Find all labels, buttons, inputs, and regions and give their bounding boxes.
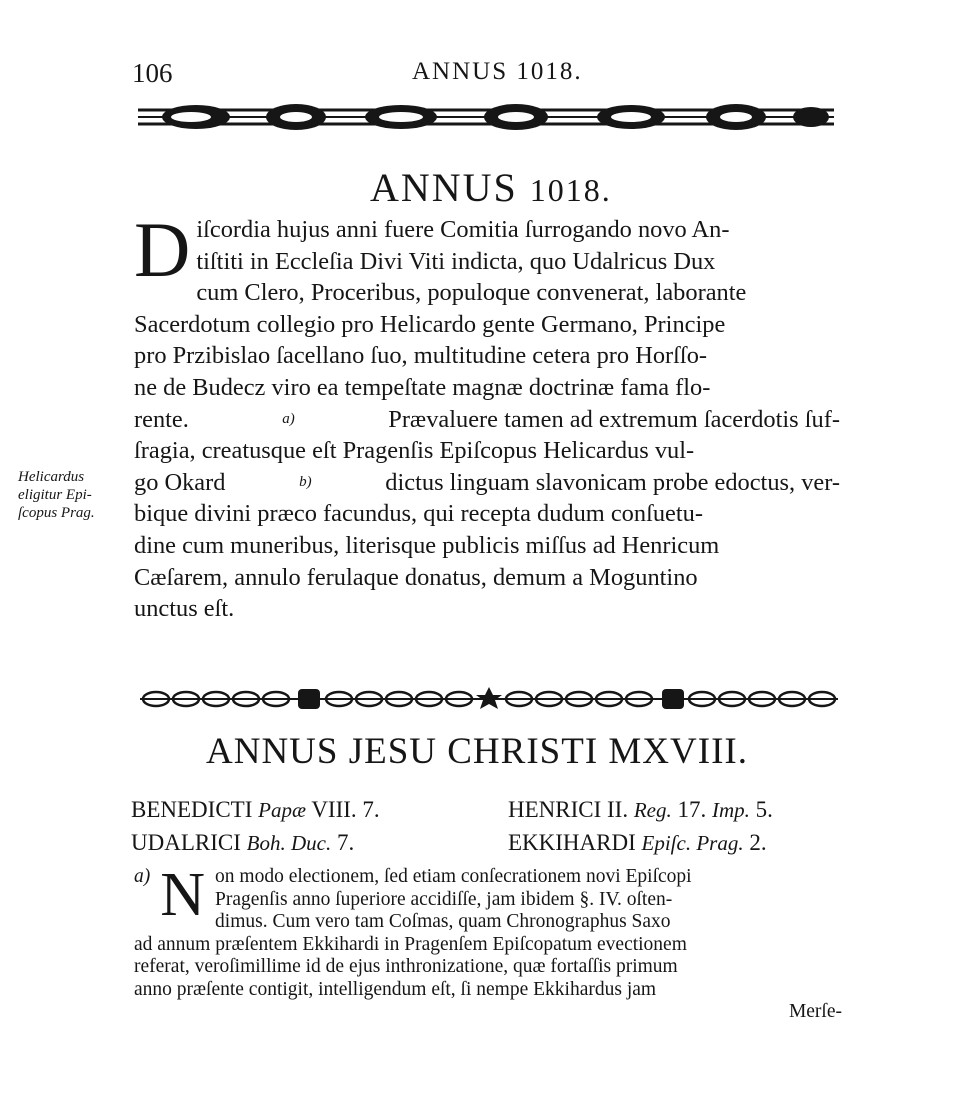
text-line: tiſtiti in Eccleſia Divi Viti indicta, quo Udalricus Dux	[196, 247, 716, 275]
text-segment: Prævaluere tamen ad extremum ſacerdotis ſuf-	[388, 405, 840, 433]
text-line: Cæſarem, annulo ferulaque donatus, demum a Moguntino	[134, 563, 698, 591]
year-heading: ANNUS JESU CHRISTI MXVIII.	[206, 731, 748, 772]
text-segment: dictus linguam slavonicam probe edoctus, ver-	[385, 468, 840, 496]
footnote-line: on modo electionem, ſed etiam conſecrationem novi Epiſcopi	[215, 866, 692, 887]
reign-numeral: 7.	[336, 830, 355, 855]
footnote-a	[134, 861, 842, 1024]
text-line: bique divini præco facundus, qui recepta dudum conſuetu-	[134, 500, 703, 528]
page-number: 106	[132, 58, 173, 88]
reign-title: Reg.	[633, 798, 672, 822]
reign-numeral: 17.	[677, 797, 707, 822]
text-line	[134, 467, 840, 499]
section-title	[370, 164, 612, 211]
reign-title: Imp.	[712, 798, 750, 822]
footnote-line: Pragenſis anno ſuperiore accidiſſe, jam ibidem §. IV. oſten-	[215, 888, 673, 910]
text-line: Sacerdotum collegio pro Helicardo gente Germano, Principe	[134, 310, 726, 338]
text-segment: rente.	[134, 405, 189, 433]
reign-title: Boh. Duc.	[246, 831, 332, 855]
reign-title: Epiſc. Prag.	[641, 831, 744, 855]
text-segment: go Okard	[134, 468, 226, 496]
reign-entry	[508, 795, 773, 825]
rope-ornament-top	[136, 96, 836, 138]
text-line: ſragia, creatusque eſt Pragenſis Epiſcopus Helicardus vul-	[134, 437, 695, 465]
marginal-note-line: ſcopus Prag.	[18, 505, 95, 521]
drop-cap: D	[134, 206, 191, 293]
section-title-word: ANNUS	[370, 165, 518, 210]
reign-numeral: 2.	[749, 830, 767, 855]
footnote-line: ad annum præſentem Ekkihardi in Pragenſem Epiſcopatum evectionem	[134, 933, 687, 955]
text-line: cum Clero, Proceribus, populoque convenerat, laborante	[196, 279, 747, 307]
text-line: unctus eſt.	[134, 595, 235, 623]
text-line: dine cum muneribus, literisque publicis miſſus ad Henricum	[134, 531, 720, 559]
chain-ornament-divider	[134, 686, 844, 712]
footnote-line: dimus. Cum vero tam Coſmas, quam Chronographus Saxo	[215, 911, 671, 932]
reign-numeral: 5.	[755, 797, 773, 822]
footnote-ref-a: a)	[282, 410, 295, 427]
running-head: ANNUS 1018.	[412, 58, 583, 85]
reign-entry	[131, 795, 380, 825]
reign-numeral: VIII. 7.	[311, 797, 380, 822]
reign-entry	[131, 828, 354, 858]
main-text	[134, 206, 840, 625]
footnote-drop-cap: N	[160, 861, 206, 929]
reign-title: Papæ	[258, 798, 306, 822]
footnote-ref-b: b)	[299, 473, 312, 490]
marginal-note	[18, 468, 128, 522]
footnote-line: referat, veroſimillime id de ejus inthronizatione, quæ fortaſſis primum	[134, 956, 678, 977]
reign-name: EKKIHARDI	[508, 830, 636, 855]
text-line	[134, 404, 840, 436]
marginal-note-line: Helicardus	[18, 469, 85, 485]
section-title-year: 1018.	[529, 172, 612, 208]
text-line: iſcordia hujus anni fuere Comitia ſurrogando novo An-	[196, 216, 730, 243]
footnote-marker: a)	[134, 866, 151, 887]
catchword: Merſe-	[788, 1001, 842, 1022]
reign-name: BENEDICTI	[131, 797, 253, 822]
reign-name: HENRICI II.	[508, 797, 629, 822]
text-line: ne de Budecz viro ea tempeſtate magnæ doctrinæ fama flo-	[134, 373, 711, 401]
reign-name: UDALRICI	[131, 830, 241, 855]
text-line: pro Przibislao ſacellano ſuo, multitudine cetera pro Horſſo-	[134, 342, 708, 370]
marginal-note-line: eligitur Epi-	[18, 487, 92, 503]
reign-entry	[508, 828, 767, 858]
footnote-line: anno præſente contigit, intelligendum eſt, ſi nempe Ekkihardus jam	[134, 978, 657, 1000]
